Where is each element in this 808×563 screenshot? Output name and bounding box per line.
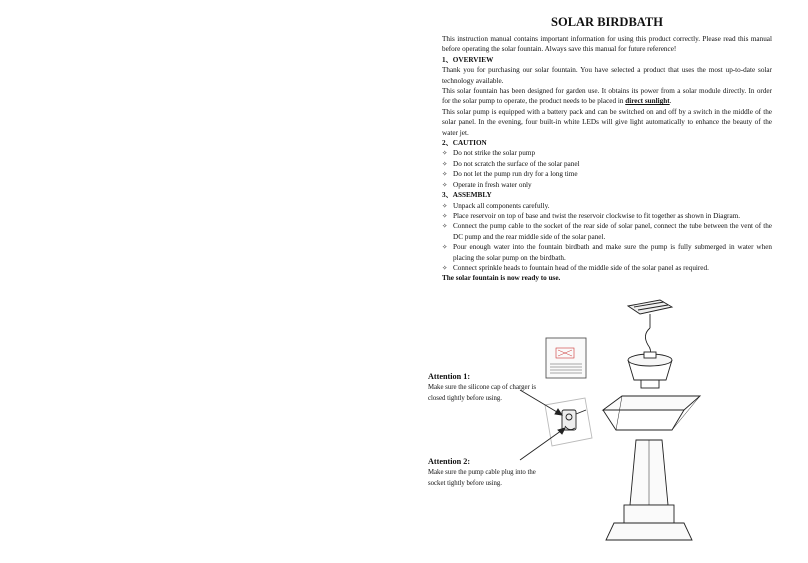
overview-p2-text: This solar fountain has been designed for garden use. It obtains its power from a solar module directly. In order for the solar pump to operate, the product needs to be placed in [442,87,772,106]
overview-paragraph-1: Thank you for purchasing our solar fountain. You have selected a product that uses the most up-to-date solar technology available. [442,66,772,85]
birdbath-basin-icon [603,396,700,430]
list-item-text: Do not let the pump run dry for a long time [453,170,578,179]
attention-1-text: Make sure the silicone cap of charger is closed tightly before using. [428,384,537,402]
caution-heading: 2、CAUTION [442,139,487,148]
ready-to-use-note: The solar fountain is now ready to use. [442,274,561,283]
list-item-text: Do not strike the solar pump [453,149,536,158]
diamond-bullet-icon: ✧ [442,263,448,272]
diamond-bullet-icon: ✧ [442,222,448,231]
solar-panel-icon [628,300,672,356]
attention-note-1 [428,371,548,404]
attention-note-2 [428,456,548,489]
diamond-bullet-icon: ✧ [442,180,448,189]
list-item-text: Connect sprinkle heads to fountain head of the middle side of the solar panel as required. [453,263,709,272]
list-item-text: Pour enough water into the fountain birdbath and make sure the pump is fully submerged in water when placing the solar pump on the birdbath. [453,243,772,262]
pedestal-base-icon [606,440,692,540]
list-item-text: Do not scratch the surface of the solar panel [453,159,580,168]
diamond-bullet-icon: ✧ [442,170,448,179]
assembly-heading: 3、ASSEMBLY [442,191,492,200]
pump-detail-icon [545,398,592,446]
page-title: SOLAR BIRDBATH [551,15,663,29]
diamond-bullet-icon: ✧ [442,159,448,168]
attention-2-text: Make sure the pump cable plug into the socket tightly before using. [428,469,536,487]
list-item-text: Unpack all components carefully. [453,201,550,210]
list-item-text: Operate in fresh water only [453,180,532,189]
attention-2-title: Attention 2: [428,457,471,466]
list-item-text: Place reservoir on top of base and twist the reservoir clockwise to fit together as shown in Diagram. [453,211,741,220]
diamond-bullet-icon: ✧ [442,149,448,158]
direct-sunlight-emphasis: direct sunlight [625,97,670,106]
intro-paragraph: This instruction manual contains important information for using this product correctly. Please read this manual before operating the solar fountain. Always save this manual for future reference! [442,35,772,54]
overview-paragraph-3: This solar pump is equipped with a battery pack and can be switched on and off by a switch in the middle of the solar panel. In the evening, four built-in white LEDs will give light automatically to enhance the beauty of the water jet. [442,107,772,137]
diamond-bullet-icon: ✧ [442,211,448,220]
overview-p2-end: . [669,97,672,106]
attention-1-title: Attention 1: [428,372,471,381]
list-item-text: Connect the pump cable to the socket of the rear side of solar panel, connect the tube between the vent of the DC pump and the rear middle side of the solar panel. [453,222,772,241]
diamond-bullet-icon: ✧ [442,243,448,252]
diamond-bullet-icon: ✧ [442,201,448,210]
overview-heading: 1、OVERVIEW [442,55,494,64]
panel-detail-inset-icon [546,338,586,378]
upper-bowl-icon [628,352,672,388]
